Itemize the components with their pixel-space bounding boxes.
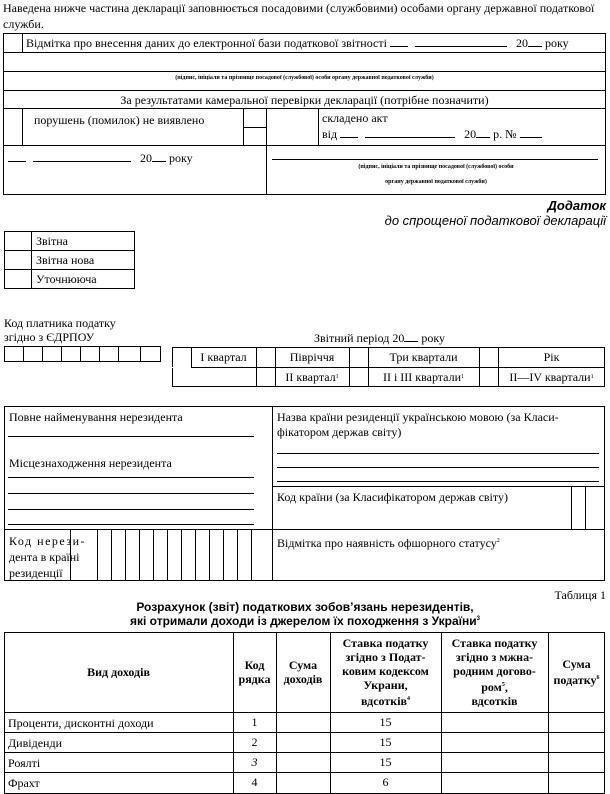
col-rate1-line5: вдсотків	[360, 694, 408, 708]
table-row-rate-3: 15	[379, 754, 392, 769]
location-field[interactable]	[8, 470, 254, 525]
col-tax-sup: 6	[596, 675, 600, 681]
payer-code-cells[interactable]	[4, 346, 161, 362]
country-name-label-2: фікатором держав світу)	[277, 425, 402, 439]
table-row-rate-1: 15	[379, 714, 392, 729]
col-sum-header	[276, 632, 330, 712]
date-year-blank[interactable]	[152, 153, 166, 162]
act-year-prefix: 20	[464, 127, 477, 141]
doc-type-checkbox-clarifying[interactable]	[5, 270, 31, 288]
period-q24-sup: 1	[590, 374, 594, 380]
table-row-code-4: 4	[251, 774, 258, 789]
nonresident-code-label-3: резиденції	[9, 566, 63, 580]
country-name-label-1: Назва країни резиденції українською мовою (за Класи-	[277, 410, 559, 424]
period-q24	[498, 367, 605, 387]
col-rate2-line5: вдсотків	[471, 694, 518, 708]
offshore-sup: 2	[496, 538, 500, 544]
sign-caption: (підпис, ініціали та прізвище посадової (службової) особи органу державної податкової служби)	[175, 75, 434, 81]
nonresident-code-cells[interactable]	[97, 530, 271, 580]
electronic-base-mark	[26, 36, 569, 51]
table-row-kind-4: Фрахт	[8, 776, 40, 790]
table-row-kind-1: Проценти, дисконтні доходи	[8, 716, 154, 730]
col-code-header	[233, 632, 276, 712]
year-prefix: 20	[515, 36, 528, 50]
review-title: За результатами камеральної перевірки декларації (потрібне позначити)	[120, 93, 489, 107]
period-q23-sup: 1	[461, 374, 465, 380]
col-rate1-line4: Украни,	[363, 678, 408, 692]
col-rate1-line1: Ставка податку	[342, 636, 429, 650]
col-rate1-line5-wrap	[361, 692, 410, 708]
offshore-label-text: Відмітка про наявність офшорного статусу	[277, 536, 497, 550]
mark-label: Відмітка про внесення даних до електронної бази податкової звітності	[26, 36, 387, 50]
period-q2-sup: 1	[335, 374, 339, 380]
period-title-text: Звітний період 20	[314, 331, 405, 345]
col-rate1-line3: ковим кодексом	[342, 664, 429, 678]
date-line	[8, 151, 193, 166]
act-from-label: від	[322, 127, 338, 141]
col-rate2-line4: ром	[481, 680, 502, 694]
act-year-blank[interactable]	[476, 129, 490, 138]
year-blank[interactable]	[528, 38, 542, 47]
period-three-checkbox[interactable]	[350, 348, 368, 386]
period-year-suffix: року	[421, 331, 446, 345]
act-number-blank[interactable]	[520, 129, 542, 138]
doc-type-checkbox-new[interactable]	[5, 251, 31, 269]
income-sum-input-4[interactable]	[277, 773, 330, 793]
date-year-suffix: року	[169, 151, 193, 165]
col-sum-header-2: доходів	[283, 672, 323, 686]
full-name-field[interactable]	[8, 422, 254, 436]
offshore-field[interactable]	[277, 552, 599, 578]
col-rate2-line3: родним догово-	[453, 664, 536, 678]
period-q23-text: II і III квартали	[382, 369, 462, 384]
period-q2	[275, 367, 349, 387]
col-tax-header-1: Сума	[562, 657, 591, 671]
full-name-label: Повне найменування нерезидента	[9, 410, 183, 424]
col-rate2-line4-wrap: ром$^5$,	[481, 680, 508, 694]
period-half-checkbox[interactable]	[257, 348, 275, 386]
act-month-blank[interactable]	[365, 129, 455, 138]
act-line	[322, 127, 542, 142]
date-month-blank[interactable]	[33, 153, 131, 162]
sign-caption-line2: органу державної податкової служби)	[385, 179, 487, 185]
table1-title-2	[0, 614, 610, 628]
col-kind-header: Вид доходів	[87, 664, 150, 679]
country-code-label: Код країни (за Класифікатором держав світу)	[277, 490, 508, 504]
period-q2-text: II квартал	[285, 369, 336, 384]
income-sum-input-1[interactable]	[277, 713, 330, 732]
income-sum-input-2[interactable]	[277, 733, 330, 752]
col-rate1-sup: 4	[407, 696, 411, 702]
year-suffix: року	[544, 36, 569, 50]
no-violations-label: порушень (помилок) не виявлено	[34, 113, 205, 127]
period-q23	[368, 367, 479, 387]
income-sum-input-3[interactable]	[277, 753, 330, 772]
table1-title-1: Розрахунок (звіт) податкових зобов’язань нерезидентів,	[136, 600, 474, 614]
period-q1: I квартал	[200, 349, 247, 364]
table1-label: Таблиця 1	[554, 588, 606, 602]
table-row-rate-2: 15	[379, 734, 392, 749]
country-name-field[interactable]	[277, 440, 599, 482]
period-q1-checkbox[interactable]	[173, 348, 191, 367]
table-row-kind-3: Роялті	[8, 756, 41, 770]
nonresident-code-label-2: дента в країні	[9, 550, 80, 564]
col-tax-header-2: податку	[553, 673, 597, 687]
table-row-code-3: 3	[251, 754, 258, 769]
location-label: Місцезнаходження нерезидента	[9, 456, 172, 470]
table1-title-2-text: які отримали доходи із джерелом їх походження з України	[129, 614, 477, 628]
table1-title-sup: 3	[476, 616, 480, 622]
doc-type-new: Звітна нова	[36, 253, 95, 267]
sign-caption-line1: (підпис, ініціали та прізвище посадової (службової) особи	[358, 164, 514, 170]
col-tax-header-2-wrap	[554, 671, 600, 687]
act-number-label: р. №	[493, 127, 517, 141]
payer-code-label-1: Код платника податку	[4, 316, 116, 330]
date-day-blank[interactable]	[8, 153, 26, 162]
period-title	[314, 331, 445, 346]
period-three: Три квартали	[389, 349, 458, 364]
date-year-prefix: 20	[140, 151, 152, 165]
col-rate2-line1: Ставка податку	[451, 636, 538, 650]
col-code-header-1: Код	[244, 658, 265, 672]
day-blank[interactable]	[390, 38, 408, 47]
country-code-cells[interactable]	[571, 487, 605, 529]
doc-type-checkbox-reporting[interactable]	[5, 232, 31, 250]
col-code-header-2: рядка	[238, 672, 271, 686]
appendix-title: Додаток	[547, 198, 606, 213]
act-day-blank[interactable]	[340, 129, 358, 138]
table-row-code-2: 2	[251, 734, 258, 749]
col-rate1-header	[330, 632, 441, 712]
offshore-label	[277, 536, 500, 551]
col-rate1-line2: згідно з Подат-	[345, 650, 426, 664]
col-rate2-sup: 5	[501, 682, 505, 688]
table-row-kind-2: Дивіденди	[8, 736, 62, 750]
period-year-checkbox[interactable]	[480, 348, 498, 386]
appendix-subtitle: до спрощеної податкової декларації	[384, 213, 606, 228]
col-tax-header	[548, 632, 605, 712]
doc-type-reporting: Звітна	[36, 234, 69, 248]
table-row-rate-4: 6	[382, 774, 389, 789]
period-half: Півріччя	[289, 349, 335, 364]
col-sum-header-1: Сума	[288, 658, 318, 672]
col-rate2-header	[441, 632, 548, 712]
doc-type-clarifying: Уточнююча	[36, 272, 97, 286]
table-row-code-1: 1	[251, 714, 258, 729]
payer-code-label-2: згідно з ЄДРПОУ	[4, 330, 95, 344]
period-q24-text: II—IV квартали	[509, 369, 591, 384]
act-drawn-label: складено акт	[322, 111, 388, 125]
col-rate2-line2: згідно з мжна-	[455, 650, 534, 664]
nonresident-code-label-1: Код нерези-	[9, 534, 87, 548]
intro-text: Наведена нижче частина декларації заповнюється посадовими (службовими) особами органу державної податкової служби.	[3, 1, 595, 31]
month-blank[interactable]	[415, 38, 507, 47]
period-year-blank[interactable]	[404, 333, 418, 342]
period-year: Рік	[543, 349, 560, 364]
